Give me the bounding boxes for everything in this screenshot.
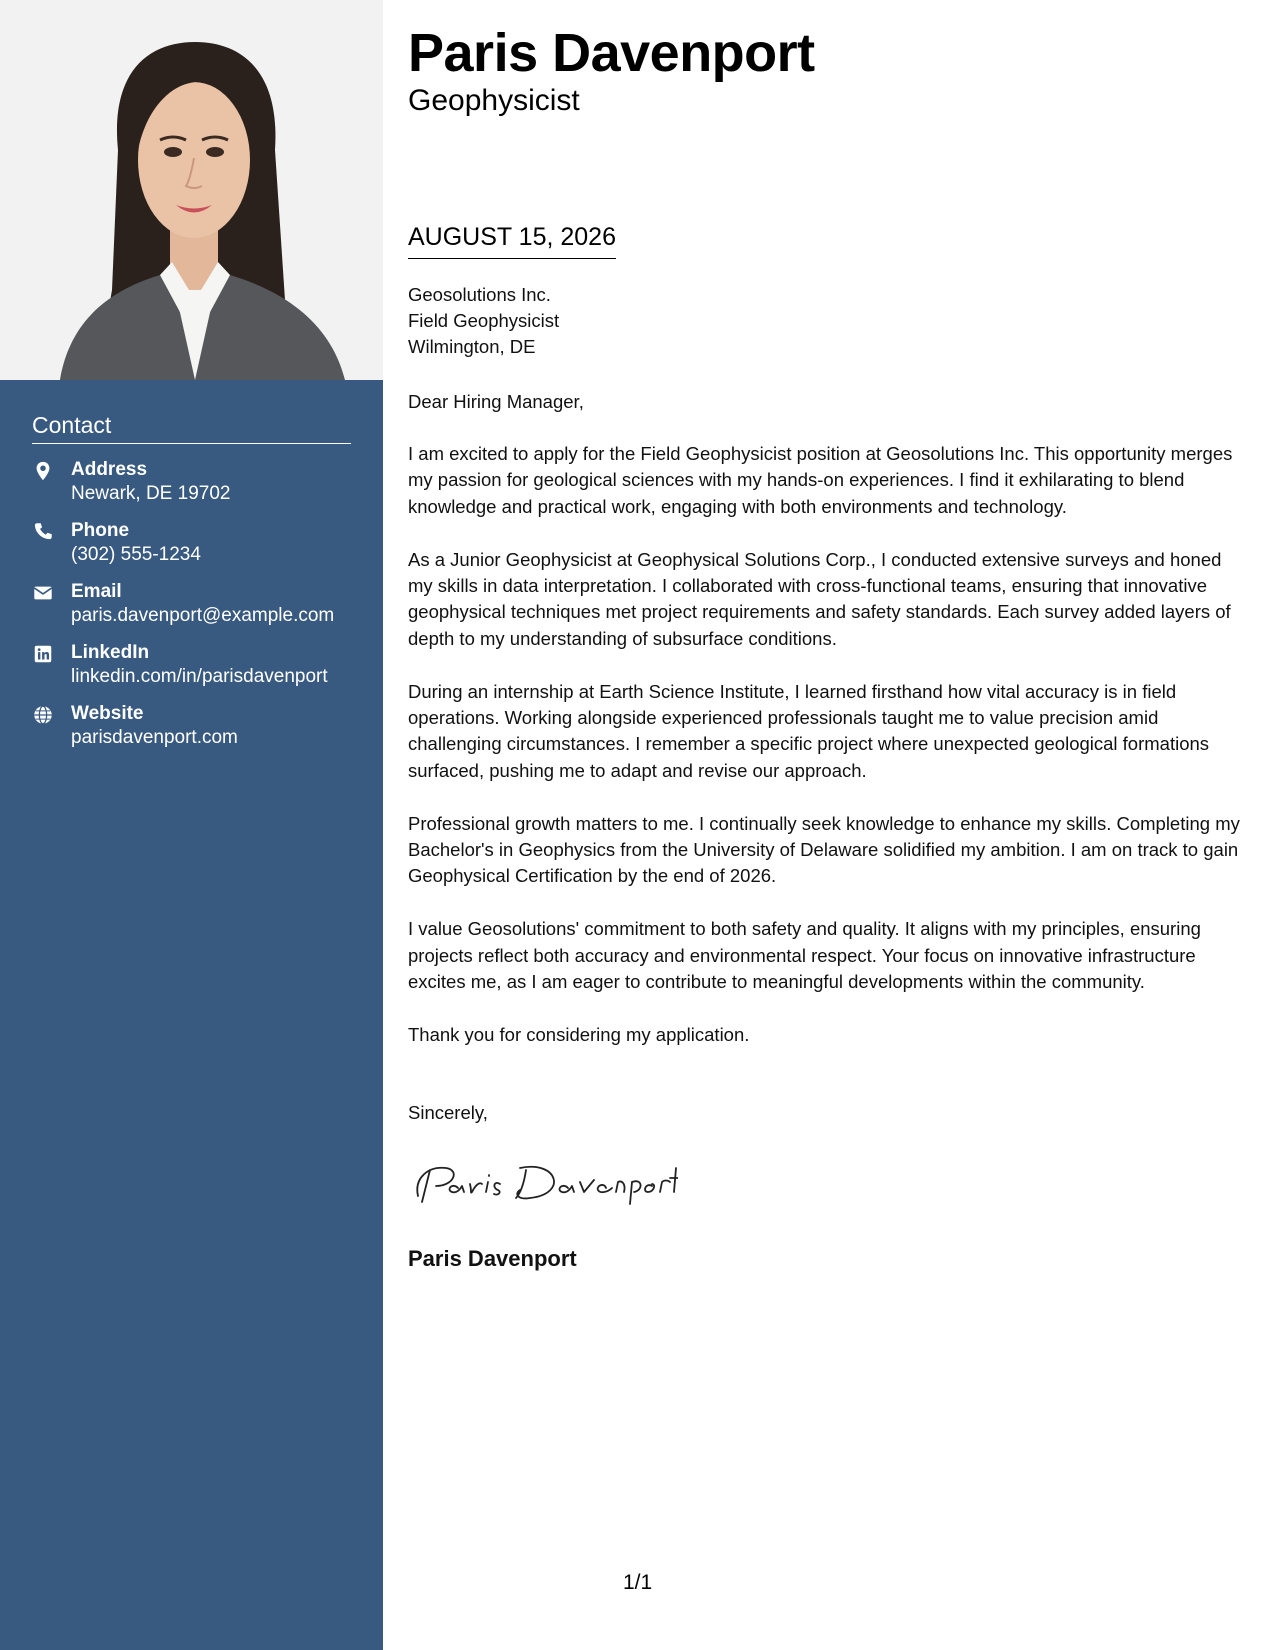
letter-body <box>408 441 1248 1075</box>
contact-address <box>32 458 351 506</box>
globe-icon <box>32 704 54 726</box>
linkedin-icon <box>32 643 54 665</box>
body-paragraph: Professional growth matters to me. I continually seek knowledge to enhance my skills. Completing my Bachelor's in Geophysics from the University of Delaware solidified my ambition. I am on track to gain Geophysical Certification by the end of 2026. <box>408 812 1240 887</box>
sidebar <box>0 0 383 1650</box>
contact-website <box>32 702 351 750</box>
body-paragraph: I am excited to apply for the Field Geophysicist position at Geosolutions Inc. This opportunity merges my passion for geological sciences with my hands-on experiences. I find it exhilarating to blend knowledge and practical work, engaging with both environments and technology. <box>408 443 1233 517</box>
recipient-position: Field Geophysicist <box>408 310 560 331</box>
body-paragraph: I value Geosolutions' commitment to both safety and quality. It aligns with my principles, ensuring projects reflect both accuracy and environmental respect. Your focus on innovative infrastructure excites me, as I am eager to contribute to meaningful developments within the community. <box>408 918 1201 993</box>
email-value[interactable]: paris.davenport@example.com <box>71 605 335 626</box>
email-label: Email <box>71 581 122 602</box>
letter-date: AUGUST 15, 2026 <box>408 223 616 259</box>
handwritten-signature <box>408 1158 678 1213</box>
recipient-company: Geosolutions Inc. <box>408 284 551 305</box>
closing: Sincerely, <box>408 1102 488 1123</box>
website-label: Website <box>71 703 144 724</box>
body-paragraph: Thank you for considering my application. <box>408 1023 750 1045</box>
profile-photo <box>0 0 383 380</box>
body-paragraph: As a Junior Geophysicist at Geophysical Solutions Corp., I conducted extensive surveys and honed my skills in data interpretation. I collaborated with cross-functional teams, ensuring that innovative geophysical techniques met project requirements and safety standards. Each survey added layers of depth to my understanding of subsurface conditions. <box>408 548 1231 649</box>
contact-linkedin <box>32 641 351 689</box>
linkedin-label: LinkedIn <box>71 642 150 663</box>
signed-name: Paris Davenport <box>408 1246 577 1271</box>
applicant-title: Geophysicist <box>408 84 580 117</box>
phone-label: Phone <box>71 520 130 541</box>
body-paragraph: During an internship at Earth Science Institute, I learned firsthand how vital accuracy is in field operations. Working alongside experienced professionals taught me to value precision amid challenging circumstances. I remember a specific project where unexpected geological formations surfaced, pushing me to adapt and revise our approach. <box>408 680 1210 781</box>
website-value[interactable]: parisdavenport.com <box>71 727 238 748</box>
linkedin-value[interactable]: linkedin.com/in/parisdavenport <box>71 666 328 687</box>
recipient-location: Wilmington, DE <box>408 336 536 357</box>
recipient-block <box>408 282 559 360</box>
address-value: Newark, DE 19702 <box>71 483 231 504</box>
envelope-icon <box>32 582 54 604</box>
phone-icon <box>32 521 54 543</box>
applicant-name: Paris Davenport <box>408 23 815 83</box>
map-pin-icon <box>32 460 54 482</box>
contact-phone <box>32 519 351 567</box>
contact-email <box>32 580 351 628</box>
page-indicator: 1/1 <box>623 1571 653 1594</box>
phone-value: (302) 555-1234 <box>71 544 201 565</box>
contact-heading: Contact <box>32 412 351 444</box>
salutation: Dear Hiring Manager, <box>408 391 584 412</box>
contact-section <box>32 412 351 763</box>
address-label: Address <box>71 459 148 480</box>
